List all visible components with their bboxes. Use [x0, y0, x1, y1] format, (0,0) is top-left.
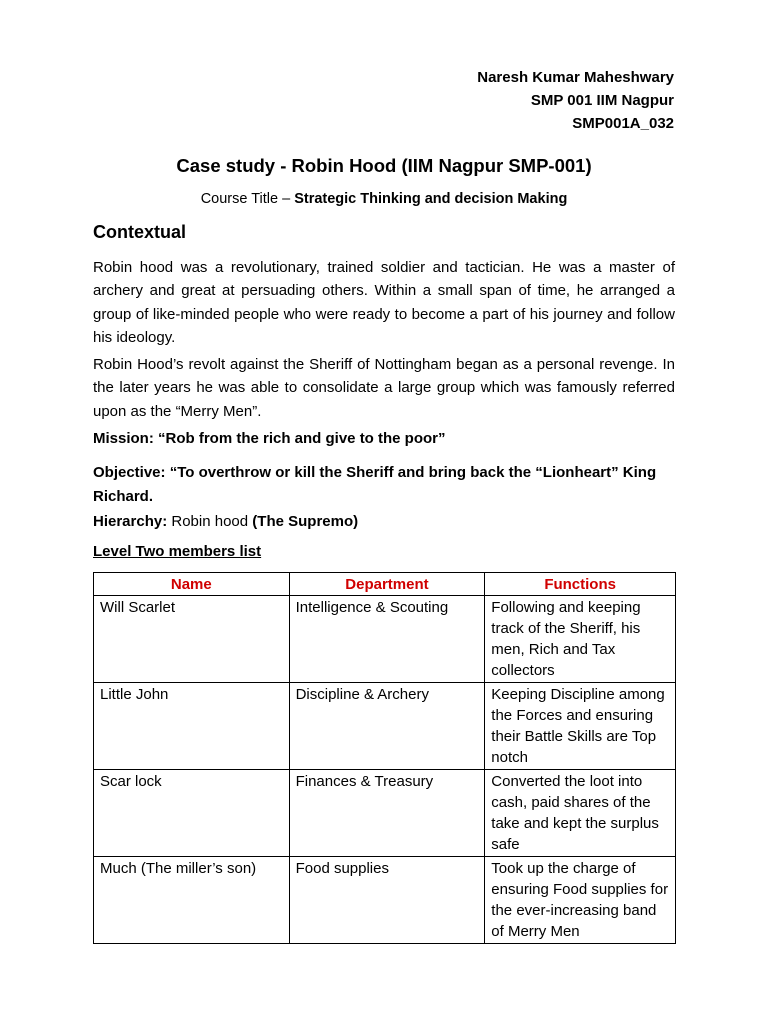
hierarchy-label: Hierarchy: [93, 513, 172, 530]
cell-name: Much (The miller’s son) [94, 857, 290, 944]
program-name: SMP 001 IIM Nagpur [530, 92, 674, 109]
cell-name: Will Scarlet [94, 596, 290, 683]
hierarchy-value: Robin hood [171, 513, 253, 530]
cell-functions: Following and keeping track of the Sheriff, his men, Rich and Tax collectors [485, 596, 676, 683]
mission-statement: Mission: “Rob from the rich and give to the poor” [93, 430, 446, 447]
table-header-row [94, 573, 676, 596]
cell-name: Scar lock [94, 770, 290, 857]
cell-department: Intelligence & Scouting [289, 596, 485, 683]
cell-department: Food supplies [289, 857, 485, 944]
column-header-name: Name [94, 573, 290, 596]
objective-statement: Objective: “To overthrow or kill the Sheriff and bring back the “Lionheart” King Richard. [93, 464, 657, 505]
hierarchy-line [93, 513, 358, 530]
table-row [94, 770, 676, 857]
course-title-prefix: Course Title – [200, 191, 295, 207]
cell-department: Finances & Treasury [289, 770, 485, 857]
level-two-heading: Level Two members list [93, 543, 262, 560]
section-heading-contextual: Contextual [93, 222, 187, 242]
members-table [93, 572, 676, 944]
column-header-functions: Functions [485, 573, 676, 596]
paragraph-intro: Robin hood was a revolutionary, trained soldier and tactician. He was a master of archery and great at persuading others. Within a small span of time, he arranged a group of like-minded people who were ready to become a part of his journey and follow his ideology. [93, 259, 675, 346]
table-row [94, 596, 676, 683]
author-block [477, 66, 674, 135]
paragraph-revolt: Robin Hood’s revolt against the Sheriff of Nottingham began as a personal revenge. In the later years he was able to consolidate a large group which was famously referred upon as the “Merry Men”. [93, 356, 675, 420]
document-title: Case study - Robin Hood (IIM Nagpur SMP-001) [176, 155, 592, 176]
student-id: SMP001A_032 [572, 115, 674, 132]
cell-functions: Keeping Discipline among the Forces and ensuring their Battle Skills are Top notch [485, 683, 676, 770]
author-name: Naresh Kumar Maheshwary [477, 69, 674, 86]
cell-name: Little John [94, 683, 290, 770]
table-row [94, 857, 676, 944]
course-title [0, 191, 768, 207]
cell-functions: Took up the charge of ensuring Food supplies for the ever-increasing band of Merry Men [485, 857, 676, 944]
hierarchy-title: (The Supremo) [252, 513, 359, 530]
course-title-name: Strategic Thinking and decision Making [294, 191, 568, 207]
table-row [94, 683, 676, 770]
cell-department: Discipline & Archery [289, 683, 485, 770]
column-header-department: Department [289, 573, 485, 596]
cell-functions: Converted the loot into cash, paid shares of the take and kept the surplus safe [485, 770, 676, 857]
